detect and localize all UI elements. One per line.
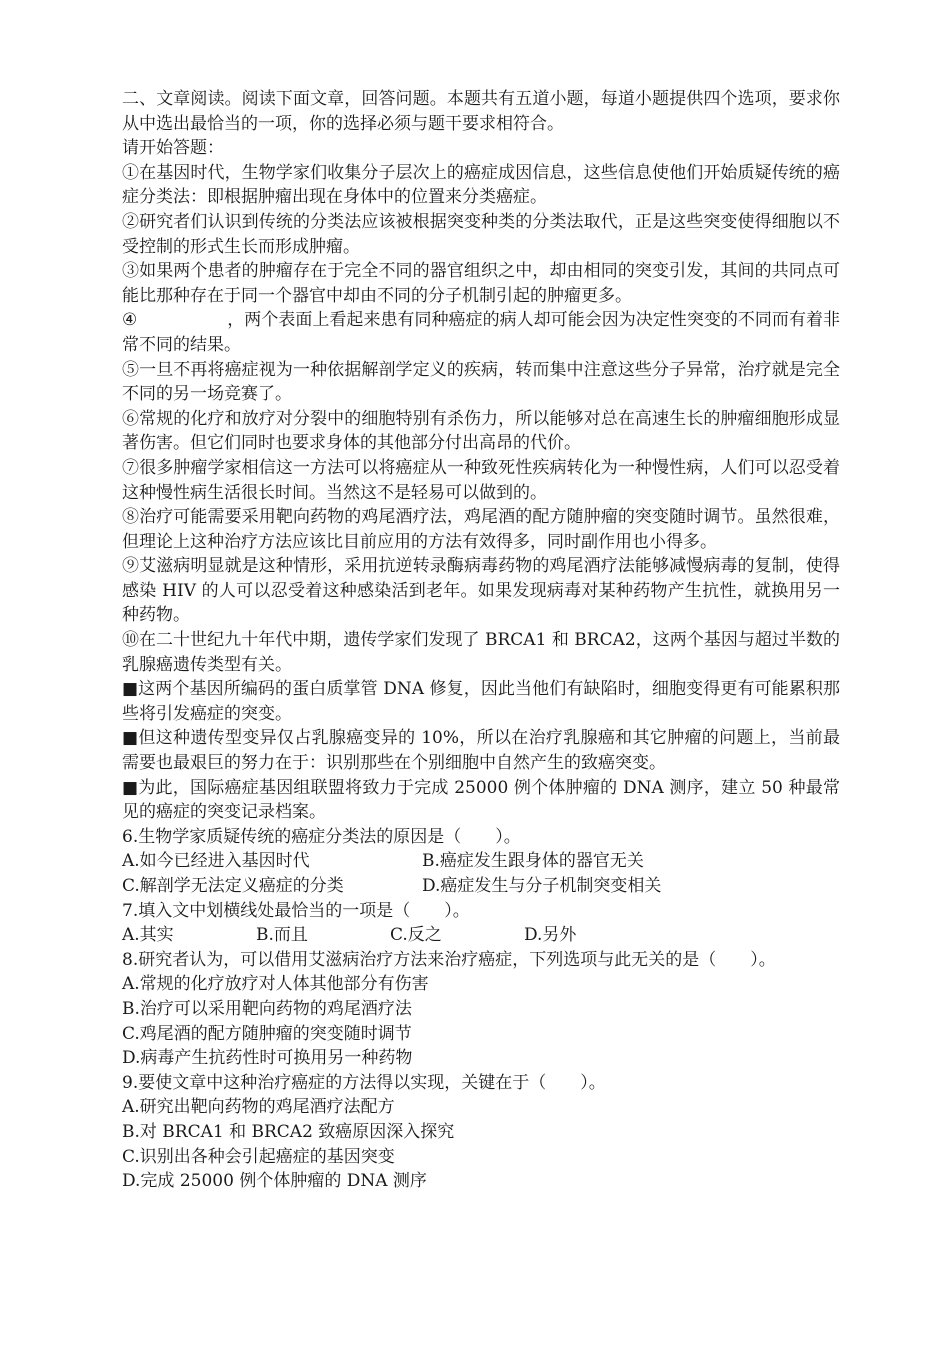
question-6-options-row-2 [122, 874, 840, 899]
paragraph-3: ③如果两个患者的肿瘤存在于完全不同的器官组织之中，却由相同的突变引发，其间的共同点可能比那种存在于同一个器官中却由不同的分子机制引起的肿瘤更多。 [122, 261, 840, 306]
question-6-options-row-1 [122, 849, 840, 874]
question-6-stem: 6.生物学家质疑传统的癌症分类法的原因是（ ）。 [122, 826, 521, 847]
question-9-stem: 9.要使文章中这种治疗癌症的方法得以实现，关键在于（ ）。 [122, 1072, 606, 1093]
paragraph-4-text: ，两个表面上看起来患有同种癌症的病人却可能会因为决定性突变的不同而有着非常不同的结果。 [122, 310, 840, 355]
paragraph-4-marker: ④ [122, 310, 138, 331]
question-6-option-b: B.癌症发生跟身体的器官无关 [422, 851, 644, 872]
question-6-option-c: C.解剖学无法定义癌症的分类 [122, 876, 344, 896]
paragraph-5: ⑤一旦不再将癌症视为一种依据解剖学定义的疾病，转而集中注意这些分子异常，治疗就是完全不同的另一场竞赛了。 [122, 359, 840, 405]
paragraph-11: ■这两个基因所编码的蛋白质掌管 DNA 修复，因此当他们有缺陷时，细胞变得更有可能累积那些将引发癌症的突变。 [122, 679, 840, 724]
question-9-option-b: B.对 BRCA1 和 BRCA2 致癌原因深入探究 [122, 1121, 455, 1142]
question-6-option-a: A.如今已经进入基因时代 [122, 851, 310, 872]
question-7-option-d: D.另外 [524, 925, 577, 946]
start-prompt: 请开始答题： [122, 138, 224, 159]
paragraph-8: ⑧治疗可能需要采用靶向药物的鸡尾酒疗法，鸡尾酒的配方随肿瘤的突变随时调节。虽然很难，但理论上这种治疗方法应该比目前应用的方法有效得多，同时副作用也小得多。 [122, 507, 840, 552]
question-7-stem: 7.填入文中划横线处最恰当的一项是（ ）。 [122, 900, 470, 921]
paragraph-10: ⑩在二十世纪九十年代中期，遗传学家们发现了 BRCA1 和 BRCA2，这两个基因与超过半数的乳腺癌遗传类型有关。 [122, 630, 840, 675]
paragraph-4 [122, 308, 840, 357]
question-7-option-b: B.而且 [256, 925, 308, 946]
question-8-option-b: B.治疗可以采用靶向药物的鸡尾酒疗法 [122, 998, 412, 1019]
paragraph-2: ②研究者们认识到传统的分类法应该被根据突变种类的分类法取代，正是这些突变使得细胞以不受控制的形式生长而形成肿瘤。 [122, 211, 840, 257]
question-9-option-c: C.识别出各种会引起癌症的基因突变 [122, 1146, 395, 1167]
question-7-options [122, 923, 840, 948]
question-8-option-c: C.鸡尾酒的配方随肿瘤的突变随时调节 [122, 1023, 412, 1044]
paragraph-13: ■为此，国际癌症基因组联盟将致力于完成 25000 例个体肿瘤的 DNA 测序，建立 50 种最常见的癌症的突变记录档案。 [122, 777, 840, 823]
document-content [122, 87, 840, 1194]
paragraph-6: ⑥常规的化疗和放疗对分裂中的细胞特别有杀伤力，所以能够对总在高速生长的肿瘤细胞形成显著伤害。但它们同时也要求身体的其他部分付出高昂的代价。 [122, 408, 840, 454]
question-9-option-d: D.完成 25000 例个体肿瘤的 DNA 测序 [122, 1171, 427, 1192]
section-heading: 二、文章阅读。阅读下面文章，回答问题。本题共有五道小题，每道小题提供四个选项，要求你从中选出最恰当的一项，你的选择必须与题干要求相符合。 [122, 89, 840, 134]
question-8-option-d: D.病毒产生抗药性时可换用另一种药物 [122, 1048, 413, 1069]
paragraph-1: ①在基因时代，生物学家们收集分子层次上的癌症成因信息，这些信息使他们开始质疑传统的癌症分类法：即根据肿瘤出现在身体中的位置来分类癌症。 [122, 162, 840, 208]
question-9-option-a: A.研究出靶向药物的鸡尾酒疗法配方 [122, 1097, 395, 1118]
question-8-stem: 8.研究者认为，可以借用艾滋病治疗方法来治疗癌症，下列选项与此无关的是（ ）。 [122, 949, 776, 970]
question-6-option-d: D.癌症发生与分子机制突变相关 [422, 876, 662, 896]
paragraph-9: ⑨艾滋病明显就是这种情形，采用抗逆转录酶病毒药物的鸡尾酒疗法能够减慢病毒的复制，使得感染 HIV 的人可以忍受着这种感染活到老年。如果发现病毒对某种药物产生抗性，就换用另一种药物。 [122, 556, 840, 626]
paragraph-12: ■但这种遗传型变异仅占乳腺癌变异的 10%，所以在治疗乳腺癌和其它肿瘤的问题上，当前最需要也最艰巨的努力在于：识别那些在个别细胞中自然产生的致癌突变。 [122, 728, 840, 774]
question-8-option-a: A.常规的化疗放疗对人体其他部分有伤害 [122, 974, 429, 995]
question-7-option-c: C.反之 [390, 925, 442, 946]
paragraph-7: ⑦很多肿瘤学家相信这一方法可以将癌症从一种致死性疾病转化为一种慢性病，人们可以忍受着这种慢性病生活很长时间。当然这不是轻易可以做到的。 [122, 457, 840, 503]
question-7-option-a: A.其实 [122, 925, 174, 946]
